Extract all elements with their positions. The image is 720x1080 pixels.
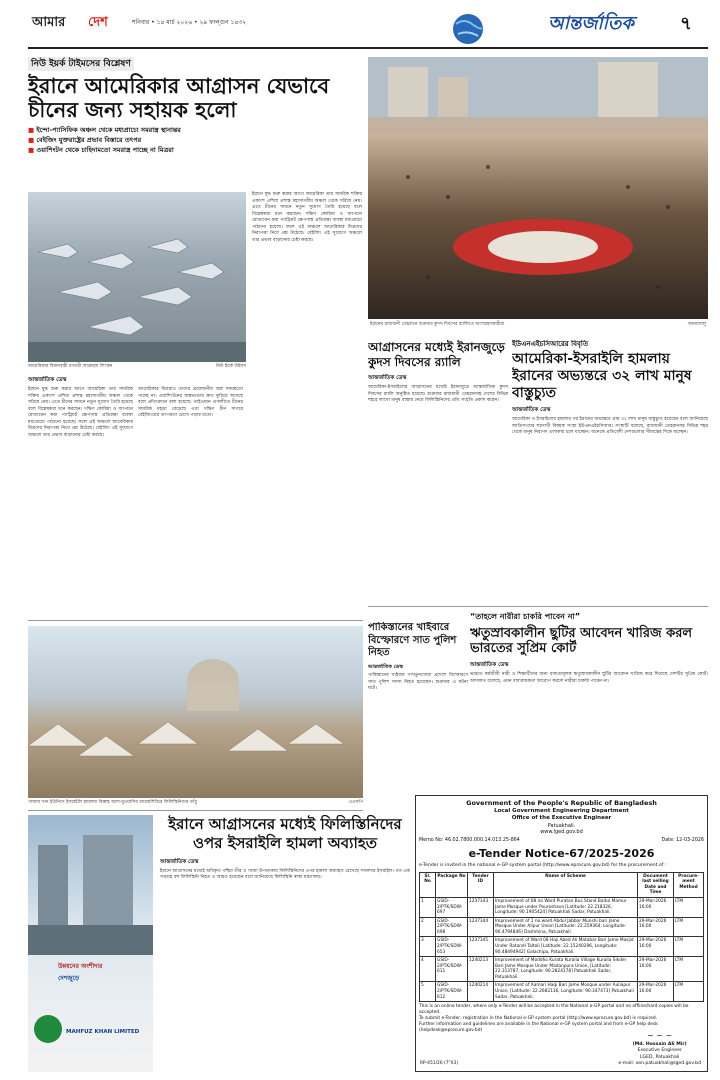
article-pakistan [368, 622, 468, 802]
article-china [28, 57, 363, 617]
photo-caption: আমেরিকার বিমানবাহী রণতরী আব্রাহাম লিংকন নিউ ইয়র্ক টাইমস [28, 364, 246, 369]
col-header: Document last selling Date and Time [638, 872, 674, 897]
gaza-camp-photo [28, 626, 363, 798]
byline: আন্তর্জাতিক ডেস্ক [160, 858, 199, 865]
article-body: আমেরিকা ও ইসরাইলের হামলার পর ইরানের অভ্যন্তরে প্রায় ৩২ লাখ মানুষ বাস্তুচ্যুত হয়েছেন বলে জানিয়েছে জাতিসংঘের শরণার্থী বিষয়ক সংস্থা ইউএনএইচসিআর। সংস্থাটি বলেছে, রাজধানী তেহরানসহ বিভিন্ন শহর থেকে মানুষ নিরাপদ এলাকায় চলে যাচ্ছেন। অনেকে প্রতিবেশী দেশগুলোর সীমান্তের দিকে যাচ্ছেন। [512, 417, 708, 436]
globe-icon [448, 12, 488, 46]
article-body: আমেরিকা-ইসরাইলের আগ্রাসনের মধ্যেই ইরানজুড়ে আন্তর্জাতিক কুদস দিবসের র‍্যালি অনুষ্ঠিত হয়েছে। শুক্রবার রাজধানী তেহরানসহ দেশের বিভিন্ন শহরে লাখো মানুষ রাস্তায় নেমে ফিলিস্তিনিদের প্রতি সংহতি প্রকাশ করেন। [368, 385, 508, 404]
photo-credit: আনাদোলু [687, 322, 706, 327]
col-header: Name of Scheme [494, 872, 638, 897]
table-row: 3 GSID-2/PTK/SDW-653 1237345 Improvement of Ward 08 Haji Abed Ali Matabar Bari Jame Masjid Under Ratandi Taltoli [Latitude: 22.15240296, Longitude: 90.48494942] Galachipa, Patuakhali. 29-Mar-2026 16:00 LTM [420, 937, 704, 957]
quds-rally-photo [368, 57, 708, 319]
dept-title: Local Government Engineering Department [494, 807, 629, 814]
aircraft-carrier-photo [28, 192, 246, 362]
signer-office: LGED, Patuakhali [639, 1054, 680, 1060]
office-title: Office of the Executive Engineer [511, 815, 612, 822]
table-row: 1 GSID-2/PTK/SDW-697 1237343 Improvement of 08 no Ward Puratan Bus Stand Baitul Mamur Jame Mosque under Pouroshava [Latitude: 22.218326, Longitude: 90.1905424] Patuakhali Sadar, Patuakhali. 29-Mar-2026 16:00 LTM [420, 897, 704, 917]
byline: আন্তর্জাতিক ডেস্ক [28, 377, 67, 383]
signer-email: e-mail: xen.patuakhali@lged.gov.bd [618, 1060, 701, 1066]
page-number: ৭ [680, 13, 692, 34]
table-row: 5 GSID-2/PTK/SDW-612 1240214 Improvement of Aamari Haqi Bari Jame Mosque under Auliapur Union, [Latitude: 22.2682116, Longitude: 90.347473] Patuakhali Sadar, Patuakhali. 29-Mar-2026 16:00 LTM [420, 982, 704, 1002]
brand-logo-left: আমার [32, 15, 66, 30]
ad-slogan: উন্নয়নের অংশীদার [58, 963, 103, 970]
signature-block [618, 1031, 701, 1067]
article-body: ইরানে আগ্রাসনের মধ্যেই অধিকৃত পশ্চিম তীর ও গাজা উপত্যকায় ফিলিস্তিনিদের ওপর হামলা অব্যাহত রেখেছে দখলদার ইসরাইল। গত এক সপ্তাহে বহু ফিলিস্তিনি নিহত ও আহত হয়েছেন বলে জানিয়েছে ফিলিস্তিনি স্বাস্থ্য মন্ত্রণালয়। [160, 868, 410, 881]
photo-credit: এএফপি [348, 800, 363, 805]
issue-date: শনিবার • ১৪ মার্চ ২০২৬ • ২৯ ফাল্গুন ১৪৩২ [132, 19, 247, 26]
article-body: ভারতে কর্মজীবী নারী ও শিক্ষার্থীদের জন্য বাধ্যতামূলক ঋতুস্রাবকালীন ছুটির আবেদন খারিজ করে দিয়েছে দেশটির সুপ্রিম কোর্ট। আদালত বলেছে, এমন বাধ্যবাধকতা আরোপ করলে নারীরা চাকরি পাবেন না। [470, 672, 708, 684]
article-body-col3: ইরানে যুদ্ধ শুরু করার আগে আমেরিকা তার সামরিক শক্তির একাংশ এশিয়া প্রশান্ত মহাসাগরীয় অঞ্চল থেকে সরিয়ে নেয়। এতে চীনের সামনে নতুন সুযোগ তৈরি হয়েছে বলে বিশ্লেষকরা মনে করছেন। দক্ষিণ কোরিয়া ও জাপানে মোতায়েন করা প্যাট্রিয়ট ক্ষেপণাস্ত্র প্রতিরক্ষা ব্যবস্থা মধ্যপ্রাচ্যে পাঠানো হয়েছে। ফলে এই অঞ্চলে আমেরিকার মিত্রদের নিরাপত্তা নিয়ে প্রশ্ন উঠেছে। বেইজিং এই সুযোগে অঞ্চলে তার প্রভাব বাড়ানোর চেষ্টা করছে। [252, 192, 362, 243]
headline: ঋতুস্রাবকালীন ছুটির আবেদন খারিজ করল ভারতের সুপ্রিম কোর্ট [470, 625, 693, 657]
byline: আন্তর্জাতিক ডেস্ক [470, 661, 509, 668]
kicker: “তাহলে নারীরা চাকরি পাবেন না” [470, 612, 581, 621]
signature: ~ ~ ~ [647, 1031, 673, 1041]
tender-note: Further information and guidelines are available in the National e-GP system portal and from e-GP help desk (helpdesk@eprocure.gov.bd) [419, 1021, 658, 1033]
article-quds [368, 340, 508, 602]
divider [28, 620, 363, 621]
bullet-item: ■ ইন্দো-প্যাসিফিক অঞ্চল থেকে মধ্যপ্রাচ্যে সমরাস্ত্র স্থানান্তর [28, 126, 181, 135]
article-unhcr [512, 340, 708, 612]
byline: আন্তর্জাতিক ডেস্ক [368, 375, 407, 381]
gov-title: Government of the People's Republic of Bangladesh [466, 799, 657, 807]
col-header: Package No [436, 872, 468, 897]
bullet-item: ■ বেইজিং যুক্তরাষ্ট্রের প্রভাব বিস্তারে তৎপর [28, 136, 142, 145]
website: www.lged.gov.bd [540, 829, 583, 836]
byline: আন্তর্জাতিক ডেস্ক [368, 663, 403, 670]
col-header: Procure-ment Method [674, 872, 704, 897]
bullet-item: ■ ওয়াশিংটন থেকে চাহিদামতো সমরাস্ত্র পাচ্ছে না মিত্ররা [28, 145, 174, 154]
ad-logo [34, 1015, 62, 1043]
section-title: আন্তর্জাতিক [548, 13, 634, 34]
article-body: পাকিস্তানের খাইবার পাখতুনখোয়া প্রদেশে বিস্ফোরণে সাত পুলিশ সদস্য নিহত হয়েছেন। শুক্রবার এ ঘটনা ঘটে। [368, 673, 468, 692]
memo-number: Memo No: 46.02.7800.000.14.013.25-864 [419, 838, 520, 844]
tender-table [419, 872, 704, 1003]
headline: ইরানে আমেরিকার আগ্রাসন যেভাবে চীনের জন্য সহায়ক হলো [28, 74, 330, 123]
divider [28, 810, 363, 811]
company-ad [28, 815, 153, 1072]
divider [368, 606, 708, 607]
col-header: Tender ID [468, 872, 494, 897]
table-row: 2 GSID-2/PTK/SDW-698 1237344 Improvement of 1 no ward Abdul Jabbar Munshi bari Jame Mosque Under Alipur Union [Latitude: 22.259364, Longitude: 90.4794846] Dashmina, Patuakhali. 29-Mar-2026 16:00 LTM [420, 917, 704, 937]
article-body-col2: আমেরিকার মিত্ররাও তাদের প্রয়োজনীয় অস্ত্র সময়মতো পাচ্ছে না। ওয়াশিংটনের অস্ত্রভাণ্ডার দ্রুত ফুরিয়ে আসছে বলে প্রতিবেদনে বলা হয়েছে। তাইওয়ান প্রণালীতে চীনের সামরিক মহড়া বেড়েছে এবং দক্ষিণ চীন সাগরে বেইজিংয়ের তৎপরতা চোখে পড়ার মতো। [138, 387, 243, 419]
headline: আমেরিকা-ইসরাইলি হামলায় ইরানের অভ্যন্তরে ৩২ লাখ মানুষ বাস্তুচ্যুত [512, 351, 692, 402]
article-body: ইরানে যুদ্ধ শুরু করার আগে আমেরিকা তার সামরিক শক্তির একাংশ এশিয়া প্রশান্ত মহাসাগরীয় অঞ্চল থেকে সরিয়ে নেয়। এতে চীনের সামনে নতুন সুযোগ তৈরি হয়েছে বলে বিশ্লেষকরা মনে করছেন। দক্ষিণ কোরিয়া ও জাপানে মোতায়েন করা প্যাট্রিয়ট ক্ষেপণাস্ত্র প্রতিরক্ষা ব্যবস্থা মধ্যপ্রাচ্যে পাঠানো হয়েছে। ফলে এই অঞ্চলে আমেরিকার মিত্রদের নিরাপত্তা নিয়ে প্রশ্ন উঠেছে। বেইজিং এই সুযোগে অঞ্চলে তার প্রভাব বাড়ানোর চেষ্টা করছে। [28, 387, 133, 438]
headline: পাকিস্তানের খাইবারে বিস্ফোরণে সাত পুলিশ নিহত [368, 622, 457, 658]
article-india [470, 612, 708, 790]
bullet-list [28, 126, 248, 155]
ad-company: MAHFUZ KHAN LIMITED [66, 1029, 140, 1035]
gaza-photo-caption: গাজায় খান ইউনিসে ইসরাইলি হামলায় বিধ্বস্ত আল-মুওয়াসির আশ্রয়শিবিরে ফিলিস্তিনিদের তাঁবু এএফপি [28, 800, 363, 805]
brand-logo-right: দেশ [88, 15, 108, 30]
photo-credit: নিউ ইয়র্ক টাইমস [215, 364, 246, 369]
header-rule [28, 47, 708, 49]
kicker: নিউ ইয়র্ক টাইমসের বিশ্লেষণ [28, 57, 134, 71]
masthead [28, 12, 708, 46]
quds-photo-caption: ইরানের রাজধানী তেহরানে শুক্রবার কুদস দিবসের র‍্যালিতে অংশগ্রহণকারীরা আনাদোলু [370, 322, 706, 327]
tender-title: e-Tender Notice-67/2025-2026 [468, 846, 655, 860]
col-header: Sl. No [420, 872, 436, 897]
signer-title: Executive Engineer [637, 1048, 682, 1054]
byline: আন্তর্জাতিক ডেস্ক [512, 406, 551, 413]
tender-note: This is an online tender, where only e-Tender will be accepted in the National e-GP portal and no offline/hard copies will be accepted. [419, 1004, 689, 1016]
ad-slogan-2: দেশজুড়ে [58, 975, 80, 982]
rp-number: RP-451/26 (7"X3) [420, 1061, 459, 1067]
headline: আগ্রাসনের মধ্যেই ইরানজুড়ে কুদস দিবসের র‍্যালি [368, 340, 505, 369]
headline: ইরানে আগ্রাসনের মধ্যেই ফিলিস্তিনিদের ওপর ইসরাইলি হামলা অব্যাহত [168, 815, 402, 852]
signer-name: (Md. Hossain Ali Mir) [632, 1042, 687, 1048]
notice-date: Date: 12-03-2026 [661, 838, 704, 844]
table-row: 4 GSID-2/PTK/SDW-611 1240213 Improvement of Moddho Kurata Kuralia Village Kuralia Sikder Bari Jame Mosque Under Madanpura Union, [Latitude: 22.313787, Longitude: 90.2824178] Patuakhali Sadar, Patuakhali. 29-Mar-2026 16:00 LTM [420, 957, 704, 982]
tender-notice [415, 795, 708, 1072]
tender-intro: e-Tender is invited in the national e-GP system portal (http://www.eprocure.gov.bd) for the procurement of : [419, 863, 667, 869]
office-place: Patuakhali. [547, 822, 576, 829]
article-palestine [160, 815, 410, 1072]
tender-note: To submit e-Tender, registration in the National e-GP system portal (http://www.eprocure.gov.bd) is required. [419, 1016, 658, 1022]
kicker: ইউএনএইচসিআরের বিবৃতি [512, 340, 589, 348]
